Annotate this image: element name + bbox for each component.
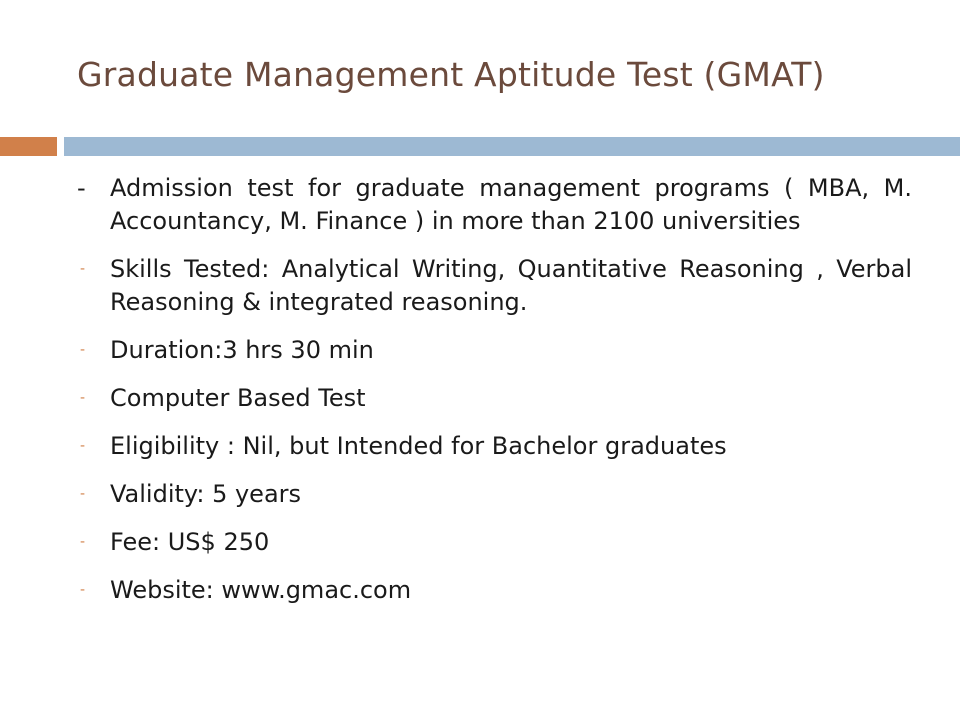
bullet-marker: -	[80, 438, 86, 454]
bullet-item	[77, 172, 912, 238]
bullet-text: Website: www.gmac.com	[110, 576, 412, 604]
bullet-item	[77, 253, 912, 319]
bullet-item	[77, 526, 912, 559]
bullet-text: Admission test for graduate management programs ( MBA, M. Accountancy, M. Finance ) in more than 2100 universities	[110, 174, 912, 235]
title-rule-bar	[64, 137, 960, 156]
bullet-marker: -	[80, 261, 86, 277]
bullet-marker: -	[80, 486, 86, 502]
bullet-text: Fee: US$ 250	[110, 528, 270, 556]
bullet-item	[77, 574, 912, 607]
bullet-marker: -	[80, 342, 86, 358]
bullet-marker: -	[77, 174, 86, 202]
bullet-text: Computer Based Test	[110, 384, 366, 412]
bullet-text: Skills Tested: Analytical Writing, Quantitative Reasoning , Verbal Reasoning & integrated reasoning.	[110, 255, 912, 316]
bullet-marker: -	[80, 390, 86, 406]
bullet-item	[77, 382, 912, 415]
bullet-item	[77, 430, 912, 463]
bullet-item	[77, 478, 912, 511]
bullet-marker: -	[80, 534, 86, 550]
bullet-text: Duration:3 hrs 30 min	[110, 336, 374, 364]
bullet-list	[77, 172, 912, 622]
bullet-text: Validity: 5 years	[110, 480, 302, 508]
title-rule-accent	[0, 137, 57, 156]
slide-title: Graduate Management Aptitude Test (GMAT)	[77, 55, 825, 94]
bullet-marker: -	[80, 582, 86, 598]
bullet-text: Eligibility : Nil, but Intended for Bachelor graduates	[110, 432, 727, 460]
bullet-item	[77, 334, 912, 367]
